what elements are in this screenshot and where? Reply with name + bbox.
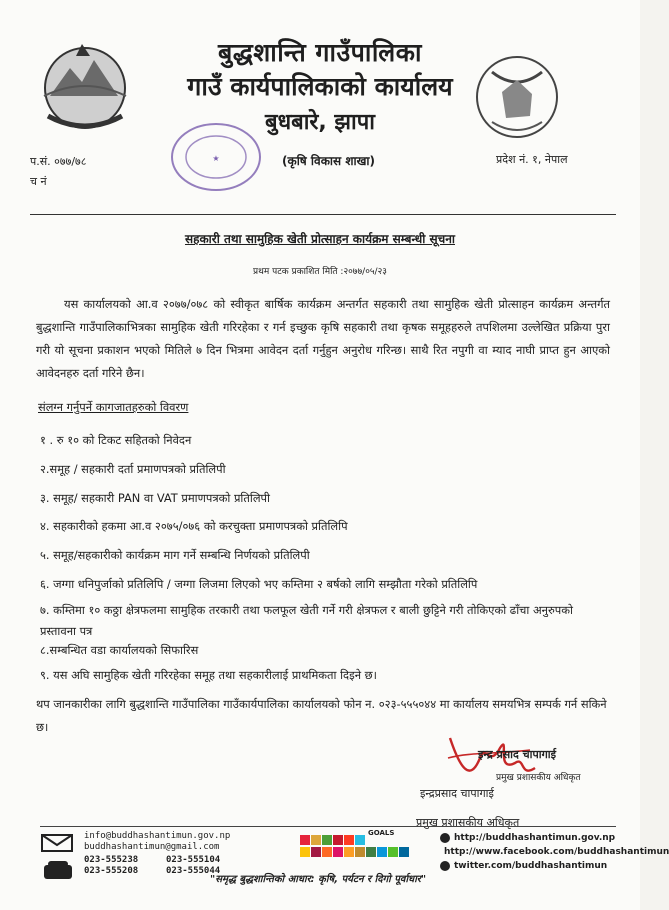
email-link[interactable]: info@buddhashantimun.gov.np [84,831,231,841]
website-link[interactable]: http://buddhashantimun.gov.np [454,833,616,843]
attachment-item: ३. समूह/ सहकारी PAN वा VAT प्रमाणपत्रको प्रतिलिपी [40,491,270,505]
phone-number: 023-555208 [84,866,139,876]
attachments-heading: संलग्न गर्नुपर्ने कागजातहरुको विवरण [38,400,189,414]
reference-block [30,152,86,192]
attachment-item: १ . रु १० को टिकट सहितको निवेदन [40,433,192,447]
signatory-name: इन्द्रप्रसाद चापागाई [420,787,494,800]
slogan: "समृद्ध बुद्धशान्तिको आधार: कृषि, पर्यटन र दिगो पूर्वाधार" [210,874,427,885]
facebook-link[interactable]: http://www.facebook.com/buddhashantimun [444,847,669,857]
email-icon [40,833,76,853]
attachment-item: ४. सहकारीको हकमा आ.व २०७५/०७६ को करचुक्ता प्रमाणपत्रको प्रतिलिपि [40,519,348,533]
twitter-link[interactable]: twitter.com/buddhashantimun [454,861,608,871]
svg-text:★: ★ [212,154,220,163]
municipality-name: बुद्धशान्ति गाउँपालिका [218,38,422,67]
attachment-item: ५. समूह/सहकारीको कार्यक्रम माग गर्ने सम्बन्धि निर्णयको प्रतिलिपी [40,548,310,562]
phone-number: 023-555104 [166,855,221,865]
signed-name: इन्द्र प्रसाद चापागाई [478,748,557,761]
website-icon [440,833,450,843]
attachment-item: ६. जग्गा धनिपुर्जाको प्रतिलिपि / जग्गा लिजमा लिएको भए कम्तिमा २ बर्षको लागि सम्झौता गरेको प्रतिलिपि [40,577,478,591]
phone-number: 023-555238 [84,855,139,865]
nepal-government-emblem-icon [30,36,140,136]
notice-subject: सहकारी तथा सामुहिक खेती प्रोत्साहन कार्यक्रम सम्बन्धी सूचना [184,232,455,246]
municipality-logo-icon [472,52,562,142]
goals-label: GOALS [368,829,395,837]
office-stamp-icon [166,118,266,196]
phone-icon [40,859,76,881]
attachment-item: ८.सम्बन्धित वडा कार्यालयको सिफारिस [40,643,199,657]
office-location: बुधबारे, झापा [265,110,375,135]
office-name: गाउँ कार्यपालिकाको कार्यालय [187,72,453,101]
signed-role: प्रमुख प्रशासकीय अधिकृत [496,773,581,783]
social-links [440,831,669,873]
signatory-role: प्रमुख प्रशासकीय अधिकृत [416,816,520,829]
attachment-item: ७. कम्तिमा १० कठ्ठा क्षेत्रफलमा सामुहिक तरकारी तथा फलफूल खेती गर्ने गरी क्षेत्रफल र बाली छुट्टिने गरी तोकिएको ढाँचा अनुरुपको प्रस्तावना पत्र [40,603,573,638]
closing-paragraph: थप जानकारीका लागि बुद्धशान्ति गाउँपालिका गाउँकार्यपालिका कार्यालयको फोन न. ०२३-५५५०४४ मा कार्यालय समयभित्र सम्पर्क गर्न सकिने छ। [36,697,607,734]
province-address: प्रदेश नं. १, नेपाल [496,153,568,166]
branch-name: (कृषि विकास शाखा) [282,154,375,168]
attachment-item: ९. यस अघि सामुहिक खेती गरिरहेका समूह तथा सहकारीलाई प्राथमिकता दिइने छ। [40,668,377,682]
twitter-icon [440,861,450,871]
reference-number: प.सं. ०७७/७८ [30,155,87,168]
dispatch-number: च नं [30,175,47,188]
email-link[interactable]: buddhashantimun@gmail.com [84,842,220,852]
sdg-goals-icon [300,831,420,871]
notice-body: यस कार्यालयको आ.व २०७७/०७८ को स्वीकृत बार्षिक कार्यक्रम अन्तर्गत सहकारी तथा सामुहिक खेती प्रोत्साहन कार्यक्रम अन्तर्गत बुद्धशान्ति गाउँपालिकाभित्रका सामुहिक खेती गरिरहेका र गर्न इच्छुक कृषि सहकारी तथा कृषक समूहहरुले तपशिलमा उल्लेखित प्रक्रिया पुरा गरी यो सूचना प्रकाशन भएको मितिले ७ दिन भित्रमा आवेदन दर्ता गर्नुहुन अनुरोध गरिन्छ। साथै रित नपुगी वा म्याद नाघी प्राप्त हुन आएको आवेदनहरु दर्ता गरिने छैन। [36,297,610,380]
first-published-date: प्रथम पटक प्रकाशित मिति :२०७७/०५/२३ [253,267,387,277]
attachment-item: २.समूह / सहकारी दर्ता प्रमाणपत्रको प्रतिलिपी [40,462,226,476]
header-divider [30,214,616,215]
letter-footer [40,826,669,889]
phone-number: 023-555044 [166,866,221,876]
